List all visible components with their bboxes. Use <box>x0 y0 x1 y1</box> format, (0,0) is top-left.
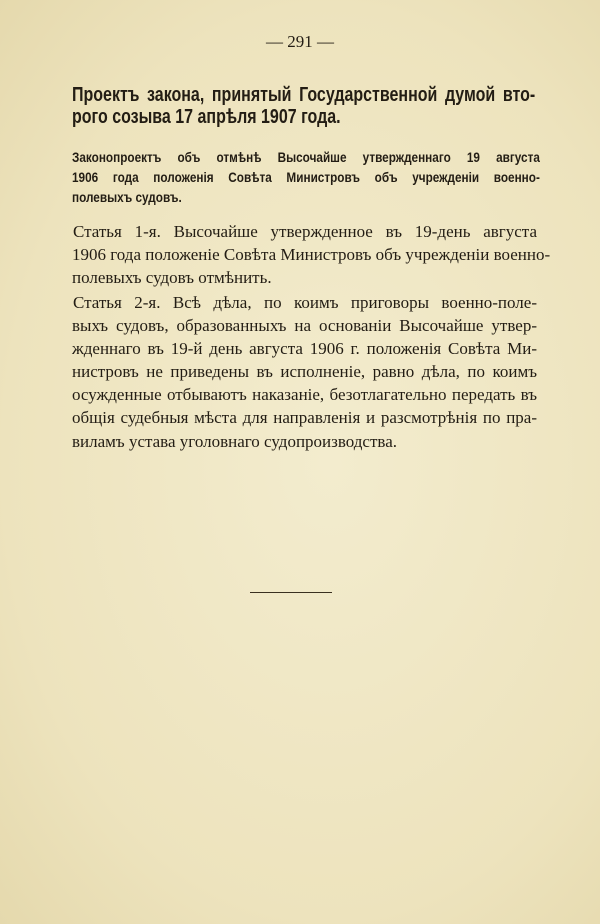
article-1-line: Статья 1-я. Высочайше утвержденное въ 19-день августа <box>73 222 537 241</box>
page-number: — 291 — <box>266 32 334 51</box>
article-2-line: виламъ устава уголовнаго судопроизводства. <box>72 432 398 451</box>
article-2-line: Статья 2-я. Всѣ дѣла, по коимъ приговоры военно-поле- <box>73 293 537 312</box>
article-1-line: 1906 года положеніе Совѣта Министровъ объ учрежденіи военно- <box>72 245 551 264</box>
article-2-line: жденнаго въ 19-й день августа 1906 г. положенія Совѣта Ми- <box>72 339 537 358</box>
subtitle-line: 1906 года положенія Совѣта Министровъ объ учрежденіи военно- <box>72 169 540 185</box>
subtitle-line: Законопроектъ объ отмѣнѣ Высочайше утвержденнаго 19 августа <box>72 149 540 165</box>
title-line: Проектъ закона, принятый Государственной думой вто- <box>72 84 536 106</box>
article-2-line: нистровъ не приведены въ исполненіе, равно дѣла, по коимъ <box>72 362 537 381</box>
title-line: рого созыва 17 апрѣля 1907 года. <box>72 106 341 128</box>
section-divider <box>250 592 332 593</box>
article-1-line: полевыхъ судовъ отмѣнить. <box>72 268 272 287</box>
article-2-line: осужденные отбываютъ наказаніе, безотлагательно передать въ <box>72 385 537 404</box>
subtitle-line: полевыхъ судовъ. <box>72 189 182 205</box>
article-2-line: общія судебныя мѣста для направленія и разсмотрѣнія по пра- <box>72 408 537 427</box>
article-2-line: выхъ судовъ, образованныхъ на основаніи Высочайше утвер- <box>72 316 537 335</box>
